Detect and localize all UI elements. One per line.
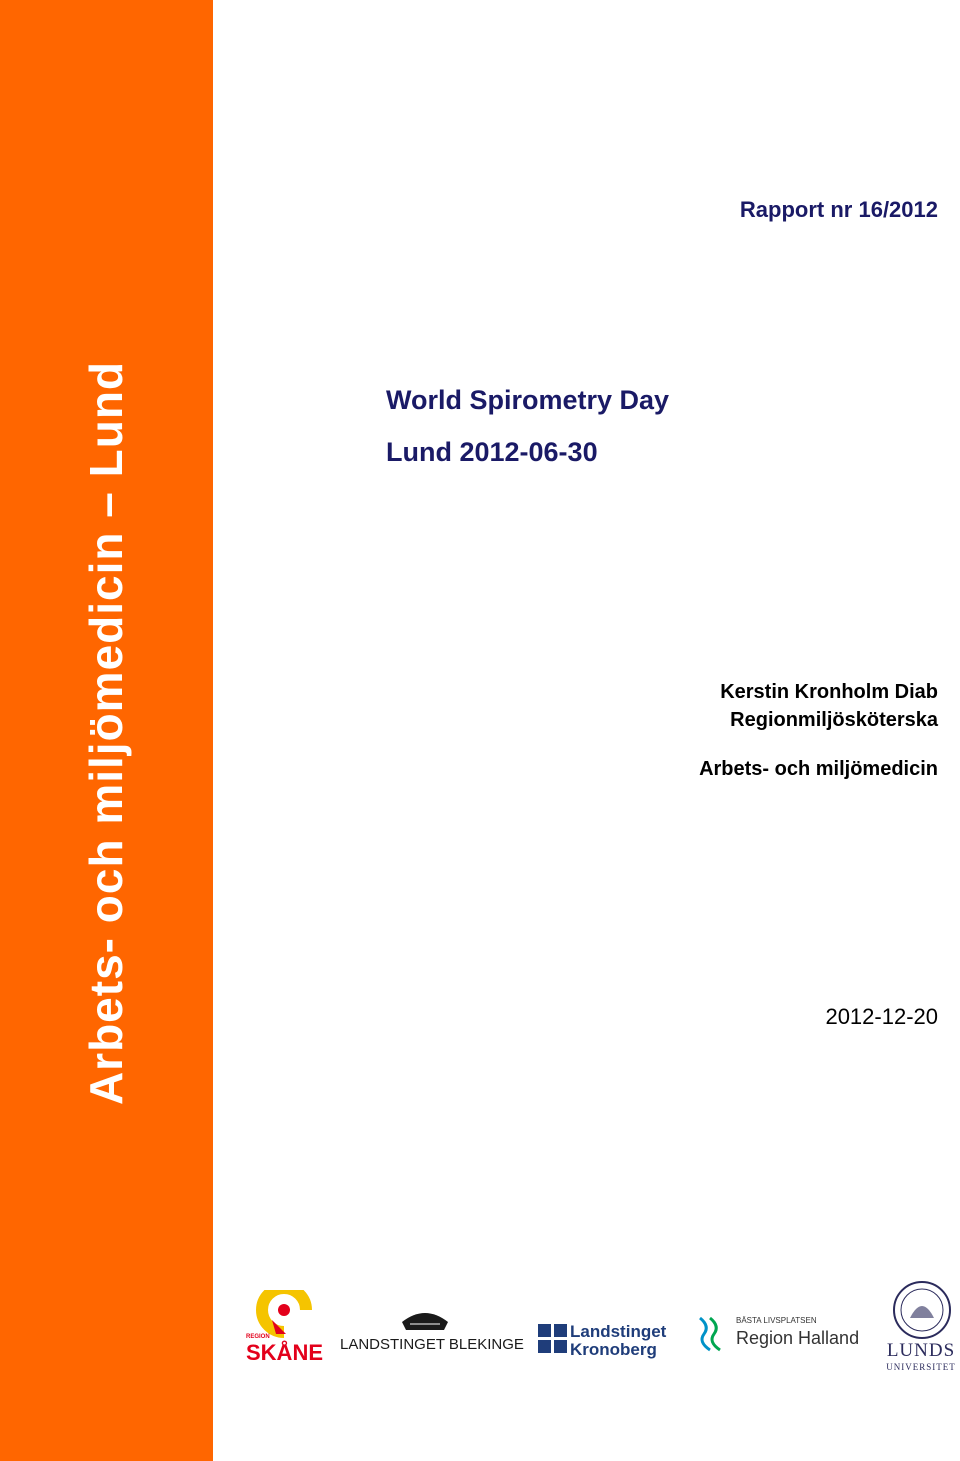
author-role: Regionmiljösköterska — [730, 709, 938, 731]
sidebar-title: Arbets- och miljömedicin – Lund — [80, 360, 132, 1106]
page-title: World Spirometry Day — [386, 385, 670, 415]
blekinge-crown-icon — [400, 1310, 450, 1332]
logo-row — [240, 1280, 960, 1380]
lund-label-2: UNIVERSITET — [886, 1362, 956, 1372]
lund-seal-icon — [892, 1280, 952, 1340]
landstinget-blekinge-logo — [340, 1310, 524, 1370]
kronoberg-label-2: Kronoberg — [570, 1340, 657, 1359]
halland-label: Region Halland — [736, 1328, 860, 1348]
author-block — [720, 678, 938, 734]
report-number: Rapport nr 16/2012 — [739, 197, 938, 222]
region-skane-logo — [246, 1290, 324, 1370]
department: Arbets- och miljömedicin — [699, 758, 938, 780]
sidebar — [0, 0, 213, 1461]
landstinget-kronoberg-logo — [538, 1322, 678, 1362]
author-name: Kerstin Kronholm Diab — [720, 681, 938, 703]
skane-small-label: REGION — [246, 1334, 270, 1340]
blekinge-label: LANDSTINGET BLEKINGE — [340, 1336, 524, 1353]
lund-label-1: LUNDS — [886, 1340, 956, 1361]
skane-label: SKÅNE — [246, 1340, 324, 1365]
report-date: 2012-12-20 — [825, 1004, 938, 1029]
halland-wave-icon — [696, 1314, 732, 1354]
page-subtitle: Lund 2012-06-30 — [386, 437, 598, 467]
lunds-universitet-logo — [884, 1280, 958, 1376]
kronoberg-label-1: Landstinget — [570, 1322, 667, 1341]
kronoberg-square-icon — [538, 1324, 568, 1354]
region-halland-logo — [696, 1314, 872, 1364]
halland-small-label: BÄSTA LIVSPLATSEN — [736, 1316, 817, 1325]
